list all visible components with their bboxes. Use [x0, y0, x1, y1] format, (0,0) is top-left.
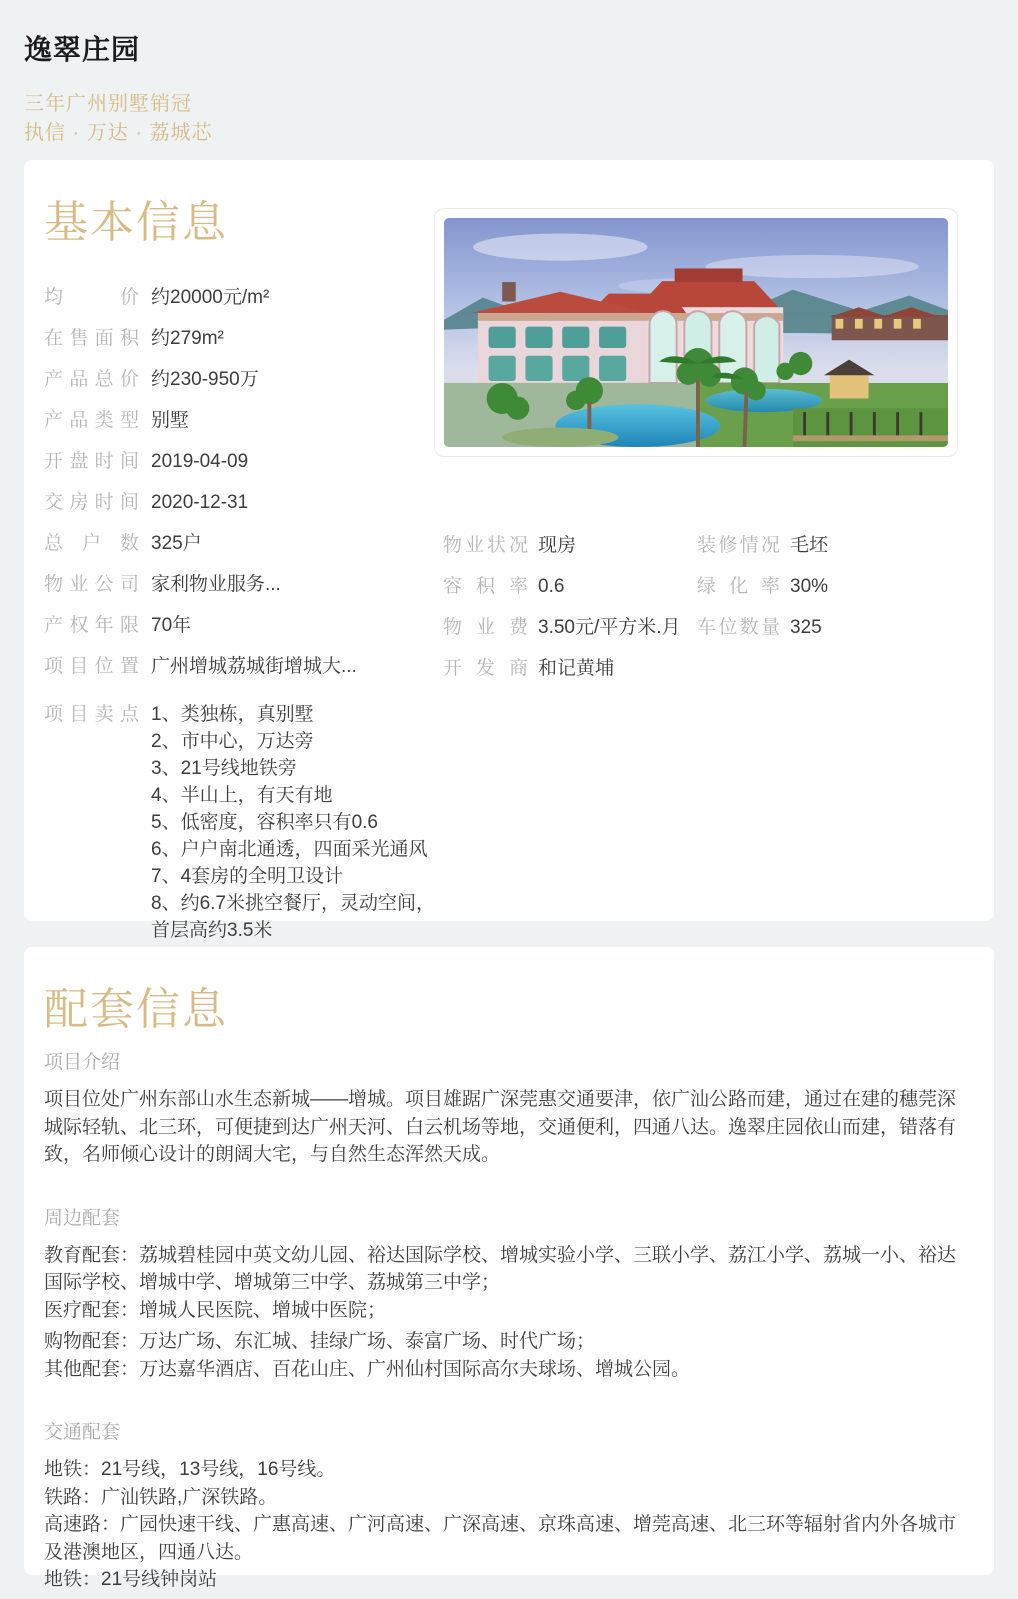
basic-info-card [24, 160, 994, 941]
field-value: 30% [790, 576, 829, 597]
field-value: 和记黄埔 [538, 658, 615, 679]
selling-point-item: 2、市中心，万达旁 [151, 731, 314, 752]
transport-lines [44, 1456, 974, 1594]
field-row-households [44, 528, 439, 569]
field-label: 物业状况 [443, 535, 528, 556]
field-label: 交房时间 [44, 492, 139, 513]
subtitle-line-2: 执信 · 万达 · 荔城芯 [24, 122, 213, 144]
field-label: 产品总价 [44, 369, 139, 390]
field-label: 总户数 [44, 533, 139, 554]
field-label: 产品类型 [44, 410, 139, 431]
field-row-avg-price [44, 282, 439, 323]
field-label: 绿化率 [697, 576, 780, 597]
facilities-title: 配套信息 [44, 985, 228, 1034]
field-row-status-decoration [443, 530, 978, 571]
highway-line: 高速路：广园快速干线、广惠高速、广河高速、广深高速、京珠高速、增莞高速、北三环等辐射省内外各城市及港澳地区，四通八达。 [44, 1514, 957, 1563]
field-label: 项目位置 [44, 656, 139, 677]
field-label: 在售面积 [44, 328, 139, 349]
selling-point-item: 6、户户南北通透，四面采光通风 [151, 839, 428, 860]
field-value: 约230-950万 [151, 369, 259, 390]
facilities-card [24, 947, 994, 1590]
field-row-plot-green-ratio [443, 571, 978, 612]
field-value: 3.50元/平方米.月 [538, 617, 681, 638]
selling-point-item: 1、类独栋，真别墅 [151, 704, 314, 725]
field-label: 容积率 [443, 576, 528, 597]
subtitle-line-1: 三年广州别墅销冠 [24, 93, 192, 115]
selling-point-item: 7、4套房的全明卫设计 [151, 866, 344, 887]
project-intro-text: 项目位处广州东部山水生态新城——增城。项目雄踞广深莞惠交通要津，依广汕公路而建，通过在建的穗莞深城际轻轨、北三环，可便捷到达广州天河、白云机场等地，交通便利，四通八达。逸翠庄园依山而建，错落有致，名师倾心设计的朗阔大宅，与自然生态浑然天成。 [44, 1089, 957, 1165]
education-line: 教育配套：荔城碧桂园中英文幼儿园、裕达国际学校、增城实验小学、三联小学、荔江小学、荔城一小、裕达国际学校、增城中学、增城第三中学、荔城第三中学； [44, 1244, 957, 1293]
field-row-fee-parking [443, 612, 978, 653]
shopping-line: 购物配套：万达广场、东汇城、挂绿广场、泰富广场、时代广场； [44, 1331, 596, 1352]
field-label: 开发商 [443, 658, 528, 679]
page-title: 逸翠庄园 [24, 34, 141, 65]
page-subtitle [24, 90, 213, 148]
field-row-developer [443, 653, 978, 694]
field-label: 开盘时间 [44, 451, 139, 472]
field-value: 2019-04-09 [151, 451, 249, 472]
field-value: 别墅 [151, 410, 190, 431]
surrounding-label: 周边配套 [44, 1207, 121, 1229]
field-value: 家利物业服务... [151, 574, 281, 595]
field-value: 0.6 [538, 576, 565, 597]
field-label: 装修情况 [697, 535, 780, 556]
field-value: 约20000元/m² [151, 287, 270, 308]
field-row-product-type [44, 405, 439, 446]
field-value: 约279m² [151, 328, 224, 349]
field-row-selling-points [44, 692, 439, 944]
selling-points-list [151, 694, 439, 944]
field-value: 广州增城荔城街增城大... [151, 656, 357, 677]
railway-line: 铁路：广汕铁路,广深铁路。 [44, 1486, 278, 1508]
other-line: 其他配套：万达嘉华酒店、百花山庄、广州仙村国际高尔夫球场、增城公园。 [44, 1358, 691, 1380]
field-row-delivery-date [44, 487, 439, 528]
field-row-property-company [44, 569, 439, 610]
field-row-location [44, 651, 439, 692]
field-value: 70年 [151, 615, 192, 636]
field-value: 325户 [151, 533, 202, 554]
field-label: 车位数量 [697, 617, 780, 638]
field-row-total-price [44, 364, 439, 405]
surrounding-education-medical [44, 1242, 974, 1325]
metro-station-line: 地铁：21号线钟岗站 [44, 1569, 218, 1590]
field-label: 物业费 [443, 617, 528, 638]
field-value: 现房 [538, 535, 577, 556]
field-row-area [44, 323, 439, 364]
field-value: 325 [790, 617, 822, 638]
field-label: 产权年限 [44, 615, 139, 636]
selling-point-item: 3、21号线地铁旁 [151, 758, 297, 779]
facilities-body [44, 1047, 974, 1594]
basic-info-left-fields [44, 282, 439, 944]
transport-label: 交通配套 [44, 1422, 121, 1443]
selling-point-item: 8、约6.7米挑空餐厅，灵动空间，首层高约3.5米 [151, 893, 435, 941]
field-label: 项目卖点 [44, 704, 139, 725]
field-row-ownership-years [44, 610, 439, 651]
basic-info-right-fields [443, 530, 978, 694]
field-row-opening-date [44, 446, 439, 487]
metro-line: 地铁：21号线，13号线，16号线。 [44, 1459, 336, 1480]
medical-line: 医疗配套：增城人民医院、增城中医院； [44, 1299, 387, 1321]
project-intro-label: 项目介绍 [44, 1052, 121, 1073]
field-label: 均价 [44, 287, 139, 308]
field-label: 物业公司 [44, 574, 139, 595]
page-header [24, 28, 213, 148]
basic-info-title: 基本信息 [44, 198, 228, 247]
field-value: 毛坯 [790, 535, 829, 556]
property-photo[interactable] [434, 208, 958, 457]
selling-point-item: 5、低密度，容积率只有0.6 [151, 812, 378, 833]
field-value: 2020-12-31 [151, 492, 249, 513]
property-photo-illustration [444, 218, 948, 447]
selling-point-item: 4、半山上，有天有地 [151, 785, 333, 806]
